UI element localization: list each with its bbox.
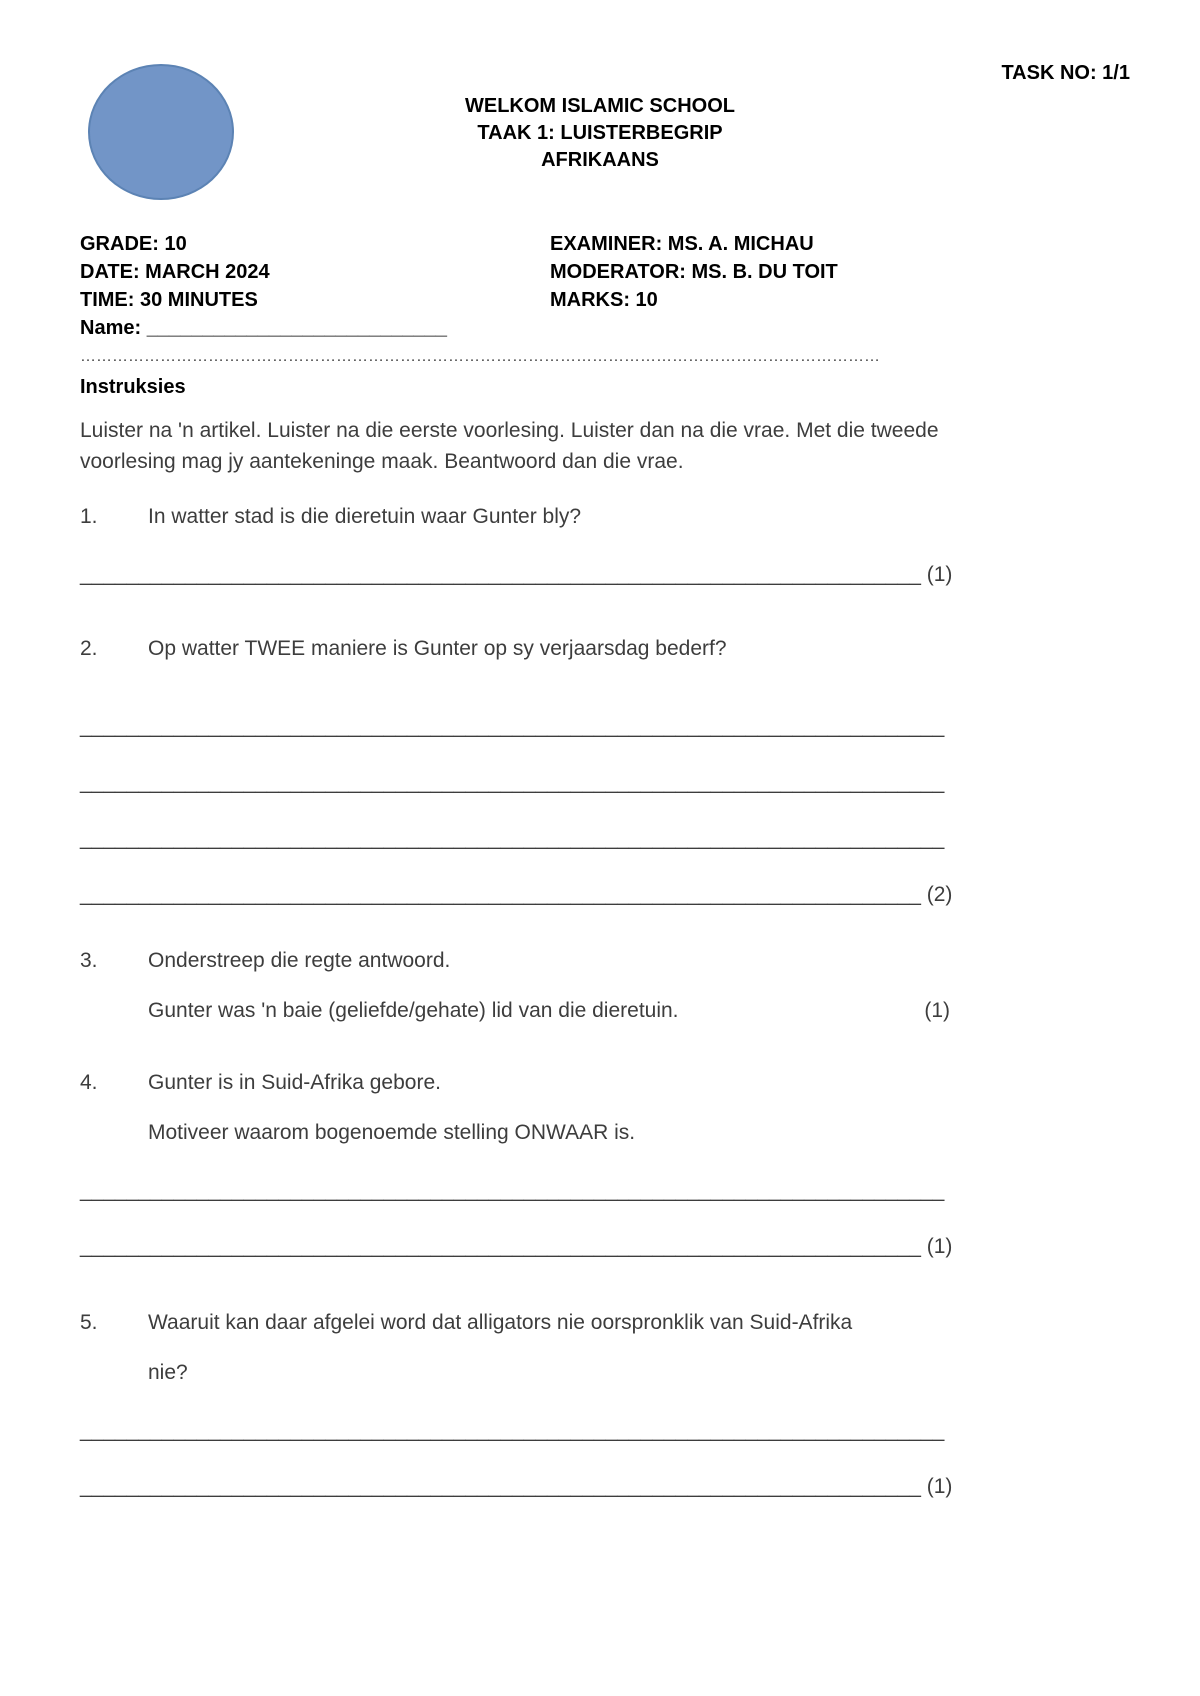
question-1-answer-line [80, 563, 1120, 587]
question-4 [80, 1071, 1120, 1259]
dotted-divider: …………………………………………………………………………………………………………………………………… [80, 348, 880, 365]
question-5-subtext: nie? [148, 1361, 188, 1384]
name-blank-line: ___________________________ [146, 317, 448, 339]
question-1-number: 1. [80, 505, 98, 528]
question-4-answer-line [80, 1235, 1120, 1259]
question-2 [80, 637, 1120, 907]
answer-blank-line: __________________________________________________________________________ [80, 771, 945, 794]
school-name: WELKOM ISLAMIC SCHOOL [465, 95, 735, 117]
question-5-sub-row [80, 1361, 1120, 1385]
question-3-row [80, 949, 1120, 973]
moderator-field: MODERATOR: MS. B. DU TOIT [550, 261, 838, 283]
grade-field: GRADE: 10 [80, 233, 187, 255]
meta-right-column [550, 230, 1120, 342]
question-4-row [80, 1071, 1120, 1095]
question-2-text: Op watter TWEE maniere is Gunter op sy verjaarsdag bederf? [148, 637, 727, 660]
question-5-number: 5. [80, 1311, 98, 1334]
question-5 [80, 1311, 1120, 1499]
answer-blank-line: ________________________________________________________________________ [80, 1475, 921, 1498]
question-1-row [80, 505, 1120, 529]
time-field: TIME: 30 MINUTES [80, 289, 258, 311]
question-4-number: 4. [80, 1071, 98, 1094]
question-4-subtext: Motiveer waarom bogenoemde stelling ONWAAR is. [148, 1121, 636, 1144]
answer-blank-line: __________________________________________________________________________ [80, 1419, 945, 1442]
question-1-text: In watter stad is die dieretuin waar Gunter bly? [148, 505, 582, 528]
exam-meta [80, 230, 1120, 342]
question-5-text: Waaruit kan daar afgelei word dat alligators nie oorspronklik van Suid-Afrika [148, 1311, 853, 1334]
question-3-number: 3. [80, 949, 98, 972]
task-title: TAAK 1: LUISTERBEGRIP [477, 122, 723, 144]
marks-label: (1) [926, 563, 953, 586]
marks-label: (1) [926, 1475, 953, 1498]
examiner-field: EXAMINER: MS. A. MICHAU [550, 233, 814, 255]
question-5-row [80, 1311, 1120, 1335]
question-2-row [80, 637, 1120, 661]
meta-left-column [80, 230, 550, 342]
answer-blank-line: ________________________________________________________________________ [80, 883, 921, 906]
marks-label: (2) [926, 883, 953, 906]
question-5-answer-line [80, 1419, 1120, 1443]
name-label: Name: [80, 317, 142, 339]
question-3-sentence: Gunter was 'n baie (geliefde/gehate) lid van die dieretuin. [148, 999, 679, 1022]
question-4-sub-row [80, 1121, 1120, 1145]
answer-blank-line: __________________________________________________________________________ [80, 1179, 945, 1202]
school-logo [88, 64, 234, 200]
document-header [80, 93, 1120, 174]
name-field [80, 314, 550, 342]
answer-blank-line: __________________________________________________________________________ [80, 827, 945, 850]
instructions-text: Luister na 'n artikel. Luister na die eerste voorlesing. Luister dan na die vrae. Met die tweede voorlesing mag jy aantekeninge maak. Beantwoord dan die vrae. [80, 419, 939, 473]
question-3 [80, 949, 1120, 1023]
question-2-number: 2. [80, 637, 98, 660]
question-2-answer-line [80, 827, 1120, 851]
question-5-answer-line [80, 1475, 1120, 1499]
question-3-text: Onderstreep die regte antwoord. [148, 949, 451, 972]
question-2-answer-line [80, 715, 1120, 739]
answer-blank-line: __________________________________________________________________________ [80, 715, 945, 738]
instructions-heading: Instruksies [80, 376, 186, 398]
question-2-answer-line [80, 771, 1120, 795]
task-number: TASK NO: 1/1 [1001, 62, 1130, 84]
question-2-answer-line [80, 883, 1120, 907]
question-3-sentence-row [80, 999, 950, 1023]
subject-title: AFRIKAANS [541, 149, 659, 171]
answer-blank-line: ________________________________________________________________________ [80, 563, 921, 586]
date-field: DATE: MARCH 2024 [80, 261, 270, 283]
answer-blank-line: ________________________________________________________________________ [80, 1235, 921, 1258]
marks-label: (1) [926, 1235, 953, 1258]
question-1 [80, 505, 1120, 587]
question-4-text: Gunter is in Suid-Afrika gebore. [148, 1071, 441, 1094]
marks-field: MARKS: 10 [550, 289, 658, 311]
question-4-answer-line [80, 1179, 1120, 1203]
marks-label: (1) [924, 999, 950, 1022]
